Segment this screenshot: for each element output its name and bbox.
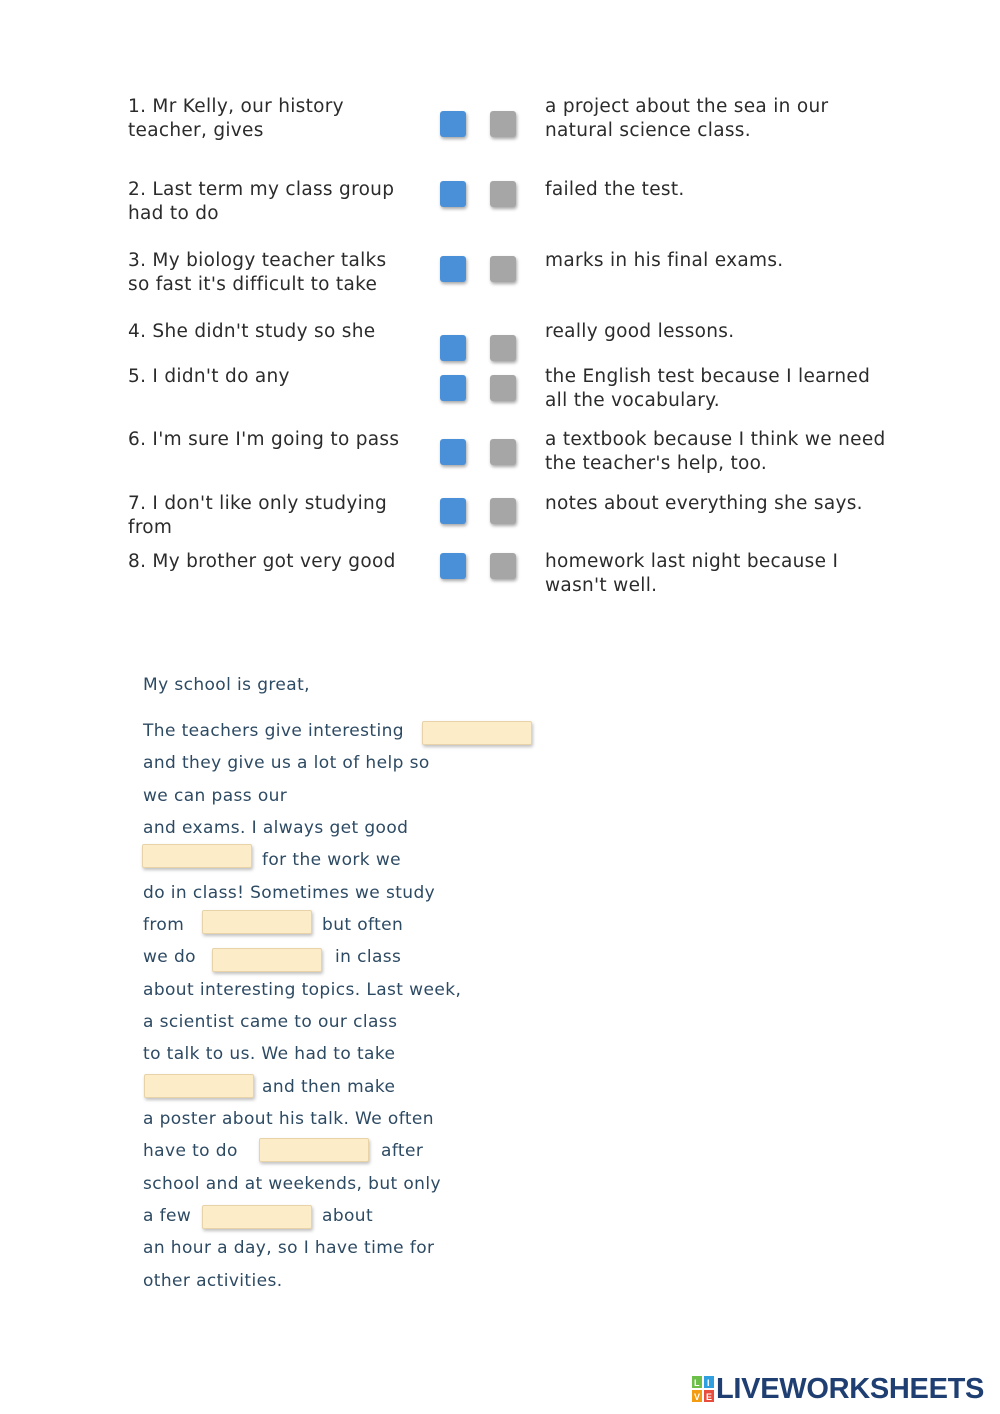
paragraph-line: The teachers give interesting [143, 721, 404, 741]
match-left-dot-8[interactable] [440, 553, 466, 579]
liveworksheets-logo [692, 1374, 984, 1404]
paragraph-line: a scientist came to our class [143, 1012, 398, 1032]
paragraph-line: a few [143, 1206, 192, 1226]
paragraph-line: after [381, 1141, 424, 1161]
match-right-4: really good lessons. [545, 321, 735, 342]
answer-blank-4[interactable] [212, 948, 322, 972]
paragraph-line: have to do [143, 1141, 238, 1161]
match-left-dot-2[interactable] [440, 181, 466, 207]
paragraph-line: to talk to us. We had to take [143, 1044, 396, 1064]
match-left-dot-3[interactable] [440, 256, 466, 282]
match-right-dot-6[interactable] [490, 439, 516, 465]
paragraph-line: but often [322, 915, 404, 935]
match-right-2: failed the test. [545, 179, 685, 200]
match-right-dot-1[interactable] [490, 111, 516, 137]
paragraph-line: about interesting topics. Last week, [143, 980, 462, 1000]
match-right-1: a project about the sea in our natural science class. [545, 96, 829, 141]
match-right-5: the English test because I learned all the vocabulary. [545, 366, 871, 411]
match-left-3: 3. My biology teacher talks so fast it's difficult to take [128, 250, 387, 295]
paragraph-line: do in class! Sometimes we study [143, 883, 436, 903]
paragraph-line: other activities. [143, 1271, 283, 1291]
paragraph-line: an hour a day, so I have time for [143, 1238, 435, 1258]
match-right-6: a textbook because I think we need the teacher's help, too. [545, 429, 886, 474]
paragraph-line: and exams. I always get good [143, 818, 409, 838]
match-right-dot-8[interactable] [490, 553, 516, 579]
paragraph-line: for the work we [262, 850, 401, 870]
logo-text: LIVEWORKSHEETS [716, 1372, 985, 1405]
match-left-1: 1. Mr Kelly, our history teacher, gives [128, 96, 344, 141]
match-left-dot-7[interactable] [440, 498, 466, 524]
logo-mark-letter-e: E [706, 1392, 713, 1402]
paragraph-line: My school is great, [143, 675, 310, 695]
match-right-3: marks in his final exams. [545, 250, 784, 271]
answer-blank-1[interactable] [422, 721, 532, 745]
match-left-5: 5. I didn't do any [128, 366, 290, 387]
match-left-dot-1[interactable] [440, 111, 466, 137]
paragraph-line: in class [335, 947, 402, 967]
paragraph-line: and then make [262, 1077, 396, 1097]
logo-mark-letter-v: V [694, 1392, 701, 1402]
match-right-dot-3[interactable] [490, 256, 516, 282]
paragraph-line: from [143, 915, 185, 935]
match-left-6: 6. I'm sure I'm going to pass [128, 429, 400, 450]
answer-blank-6[interactable] [259, 1138, 369, 1162]
match-right-dot-7[interactable] [490, 498, 516, 524]
answer-blank-2[interactable] [142, 844, 252, 868]
match-right-7: notes about everything she says. [545, 493, 863, 514]
logo-mark-letter-i: I [707, 1378, 710, 1388]
answer-blank-7[interactable] [202, 1205, 312, 1229]
logo-mark-letter-l: L [694, 1378, 700, 1388]
match-right-dot-2[interactable] [490, 181, 516, 207]
match-left-dot-5[interactable] [440, 375, 466, 401]
live-logo-mark-icon [692, 1376, 714, 1402]
paragraph-line: school and at weekends, but only [143, 1174, 441, 1194]
paragraph-line: we can pass our [143, 786, 288, 806]
answer-blank-5[interactable] [144, 1074, 254, 1098]
paragraph-line: and they give us a lot of help so [143, 753, 430, 773]
paragraph-line: a poster about his talk. We often [143, 1109, 434, 1129]
match-right-dot-4[interactable] [490, 335, 516, 361]
match-left-2: 2. Last term my class group had to do [128, 179, 395, 224]
match-left-dot-6[interactable] [440, 439, 466, 465]
paragraph-line: we do [143, 947, 196, 967]
paragraph-line: about [322, 1206, 374, 1226]
match-left-4: 4. She didn't study so she [128, 321, 376, 342]
match-right-dot-5[interactable] [490, 375, 516, 401]
match-right-8: homework last night because I wasn't well. [545, 551, 839, 596]
match-left-8: 8. My brother got very good [128, 551, 396, 572]
match-left-7: 7. I don't like only studying from [128, 493, 388, 538]
answer-blank-3[interactable] [202, 910, 312, 934]
match-left-dot-4[interactable] [440, 335, 466, 361]
